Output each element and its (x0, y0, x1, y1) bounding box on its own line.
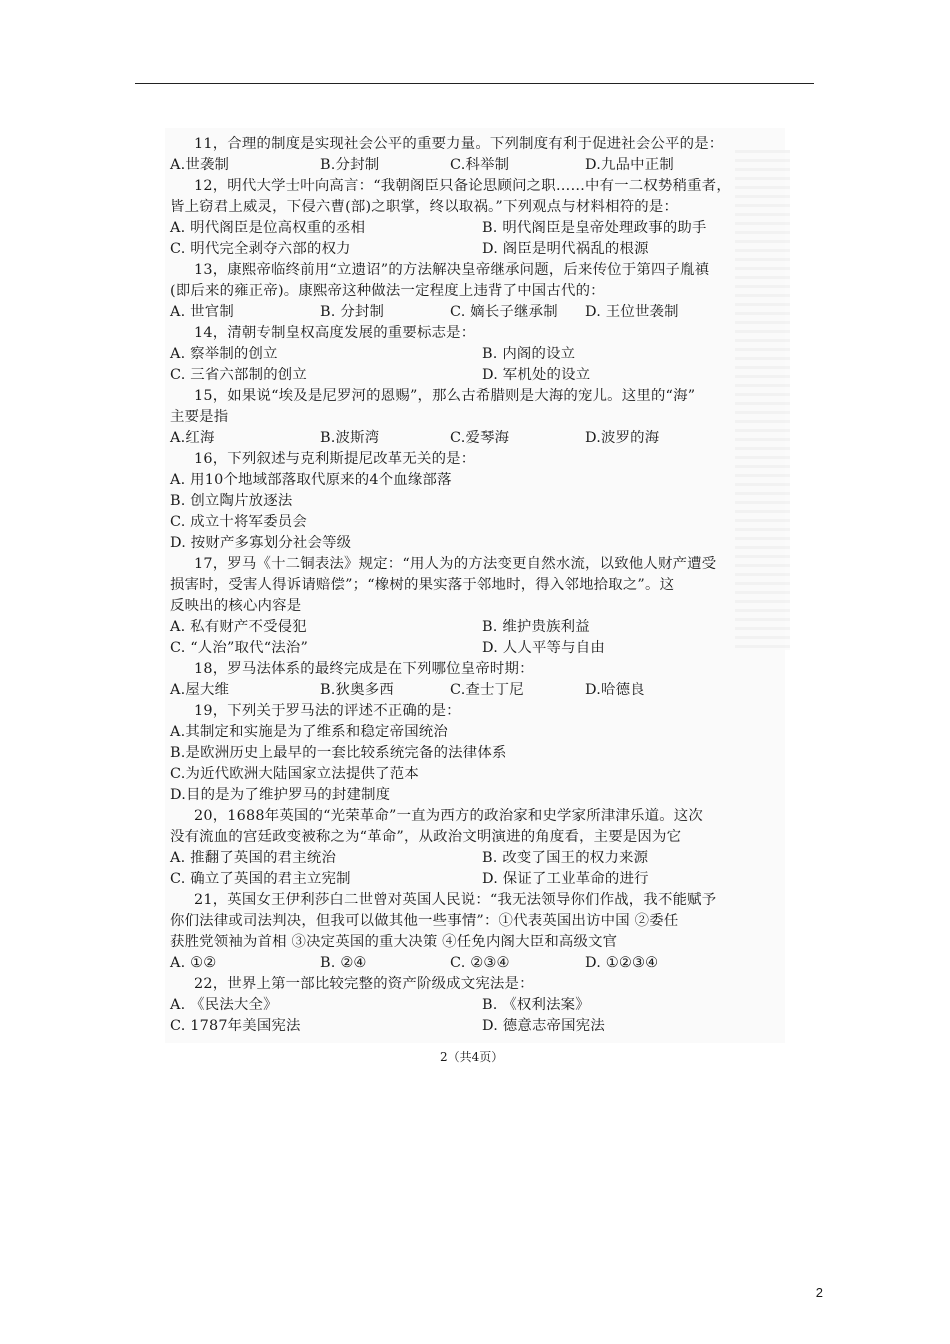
answer-option: B. 明代阁臣是皇帝处理政事的助手 (482, 220, 707, 236)
answer-option: C. 1787年美国宪法 (170, 1018, 301, 1034)
answer-option: C.查士丁尼 (450, 682, 524, 698)
answer-option: B.狄奥多西 (320, 682, 394, 698)
question-stem-line: 12，明代大学士叶向高言：“我朝阁臣只备论思顾问之职……中有一二权势稍重者， (194, 178, 731, 194)
answer-option: A. 世官制 (170, 304, 234, 320)
question-stem-line: 15，如果说“埃及是尼罗河的恩赐”，那么古希腊则是大海的宠儿。这里的“海” (194, 388, 696, 404)
question-13 (170, 260, 760, 323)
question-stem-line: 13，康熙帝临终前用“立遗诏”的方法解决皇帝继承问题，后来传位于第四子胤禛 (194, 262, 710, 278)
option-row (170, 869, 760, 890)
question-11 (170, 134, 760, 176)
question-stem-line: 19，下列关于罗马法的评述不正确的是： (194, 703, 461, 719)
answer-option: A.其制定和实施是为了维系和稳定帝国统治 (170, 724, 448, 740)
page-header-rule (135, 83, 814, 84)
answer-option: B.分封制 (320, 157, 380, 173)
exam-page-footer: 2（共4页） (440, 1050, 504, 1064)
answer-option: D.哈德良 (585, 682, 645, 698)
answer-option: C. 明代完全剥夺六部的权力 (170, 241, 351, 257)
option-row (170, 470, 760, 491)
answer-option: B. 《权利法案》 (482, 997, 590, 1013)
answer-option: D. 王位世袭制 (585, 304, 679, 320)
answer-option: A. 私有财产不受侵犯 (170, 619, 307, 635)
option-row (170, 533, 760, 554)
question-stem-line: 22，世界上第一部比较完整的资产阶级成文宪法是： (194, 976, 534, 992)
question-18 (170, 659, 760, 701)
answer-option: D. 人人平等与自由 (482, 640, 605, 656)
answer-option: D. ①②③④ (585, 955, 659, 971)
answer-option: C.爱琴海 (450, 430, 510, 446)
answer-option: C.为近代欧洲大陆国家立法提供了范本 (170, 766, 419, 782)
option-row (170, 344, 760, 365)
question-stem-line: 皆上窃君上威灵，下侵六曹(部)之职掌，终以取祸。”下列观点与材料相符的是： (170, 199, 679, 215)
option-row (170, 155, 760, 176)
option-row (170, 848, 760, 869)
question-21 (170, 890, 760, 974)
question-stem-line: 21，英国女王伊利莎白二世曾对英国人民说：“我无法领导你们作战，我不能赋予 (194, 892, 717, 908)
answer-option: D. 军机处的设立 (482, 367, 591, 383)
answer-option: A. 推翻了英国的君主统治 (170, 850, 337, 866)
question-19 (170, 701, 760, 806)
answer-option: A.红海 (170, 430, 215, 446)
answer-option: A.屋大维 (170, 682, 230, 698)
question-15 (170, 386, 760, 449)
option-row (170, 785, 760, 806)
answer-option: B. 改变了国王的权力来源 (482, 850, 649, 866)
answer-option: C. 三省六部制的创立 (170, 367, 307, 383)
answer-option: C. 嫡长子继承制 (450, 304, 558, 320)
question-stem-line: 损害时，受害人得诉请赔偿”；“橡树的果实落于邻地时，得入邻地拾取之”。这 (170, 577, 675, 593)
answer-option: D. 按财产多寡划分社会等级 (170, 535, 352, 551)
option-row (170, 512, 760, 533)
question-stem-line: 17，罗马《十二铜表法》规定：“用人为的方法变更自然水流，以致他人财产遭受 (194, 556, 717, 572)
answer-option: D. 德意志帝国宪法 (482, 1018, 605, 1034)
answer-option: B.是欧洲历史上最早的一套比较系统完备的法律体系 (170, 745, 507, 761)
option-row (170, 365, 760, 386)
answer-option: B. 创立陶片放逐法 (170, 493, 293, 509)
answer-option: A. ①② (170, 955, 217, 971)
option-row (170, 722, 760, 743)
answer-option: A.世袭制 (170, 157, 230, 173)
question-17 (170, 554, 760, 659)
option-row (170, 764, 760, 785)
answer-option: D. 阁臣是明代祸乱的根源 (482, 241, 649, 257)
question-stem-line: 18，罗马法体系的最终完成是在下列哪位皇帝时期： (194, 661, 534, 677)
option-row (170, 743, 760, 764)
question-stem-line: 20，1688年英国的“光荣革命”一直为西方的政治家和史学家所津津乐道。这次 (194, 808, 703, 824)
question-20 (170, 806, 760, 890)
question-22 (170, 974, 760, 1037)
question-stem-line: 获胜党领袖为首相 ③决定英国的重大决策 ④任免内阁大臣和高级文官 (170, 934, 618, 950)
question-16 (170, 449, 760, 554)
question-stem-line: (即后来的雍正帝)。康熙帝这种做法一定程度上违背了中国古代的： (170, 283, 605, 299)
answer-option: A. 《民法大全》 (170, 997, 278, 1013)
question-stem-line: 主要是指 (170, 409, 229, 425)
question-stem-line: 16，下列叙述与克利斯提尼改革无关的是： (194, 451, 476, 467)
answer-option: C. ②③④ (450, 955, 510, 971)
option-row (170, 953, 760, 974)
option-row (170, 995, 760, 1016)
question-list (170, 134, 760, 1037)
answer-option: B. 维护贵族利益 (482, 619, 590, 635)
option-row (170, 680, 760, 701)
answer-option: D.九品中正制 (585, 157, 674, 173)
answer-option: B. 分封制 (320, 304, 385, 320)
option-row (170, 218, 760, 239)
answer-option: C. 成立十将军委员会 (170, 514, 307, 530)
option-row (170, 428, 760, 449)
answer-option: D. 保证了工业革命的进行 (482, 871, 649, 887)
option-row (170, 239, 760, 260)
answer-option: D.波罗的海 (585, 430, 660, 446)
answer-option: C. 确立了英国的君主立宪制 (170, 871, 351, 887)
answer-option: C. “人治”取代“法治” (170, 640, 309, 656)
question-stem-line: 11，合理的制度是实现社会公平的重要力量。下列制度有利于促进社会公平的是： (194, 136, 724, 152)
page-number: 2 (815, 1285, 823, 1300)
option-row (170, 638, 760, 659)
answer-option: A. 察举制的创立 (170, 346, 278, 362)
question-stem-line: 没有流血的宫廷政变被称之为“革命”，从政治文明演进的角度看，主要是因为它 (170, 829, 682, 845)
answer-option: B. ②④ (320, 955, 367, 971)
question-stem-line: 你们法律或司法判决，但我可以做其他一些事情”：①代表英国出访中国 ②委任 (170, 913, 679, 929)
question-stem-line: 14，清朝专制皇权高度发展的重要标志是： (194, 325, 476, 341)
option-row (170, 491, 760, 512)
answer-option: A. 用10个地域部落取代原来的4个血缘部落 (170, 472, 452, 488)
question-14 (170, 323, 760, 386)
answer-option: D.目的是为了维护罗马的封建制度 (170, 787, 391, 803)
answer-option: C.科举制 (450, 157, 510, 173)
question-stem-line: 反映出的核心内容是 (170, 598, 302, 614)
option-row (170, 302, 760, 323)
answer-option: B. 内阁的设立 (482, 346, 576, 362)
answer-option: A. 明代阁臣是位高权重的丞相 (170, 220, 366, 236)
option-row (170, 617, 760, 638)
option-row (170, 1016, 760, 1037)
question-12 (170, 176, 760, 260)
answer-option: B.波斯湾 (320, 430, 380, 446)
